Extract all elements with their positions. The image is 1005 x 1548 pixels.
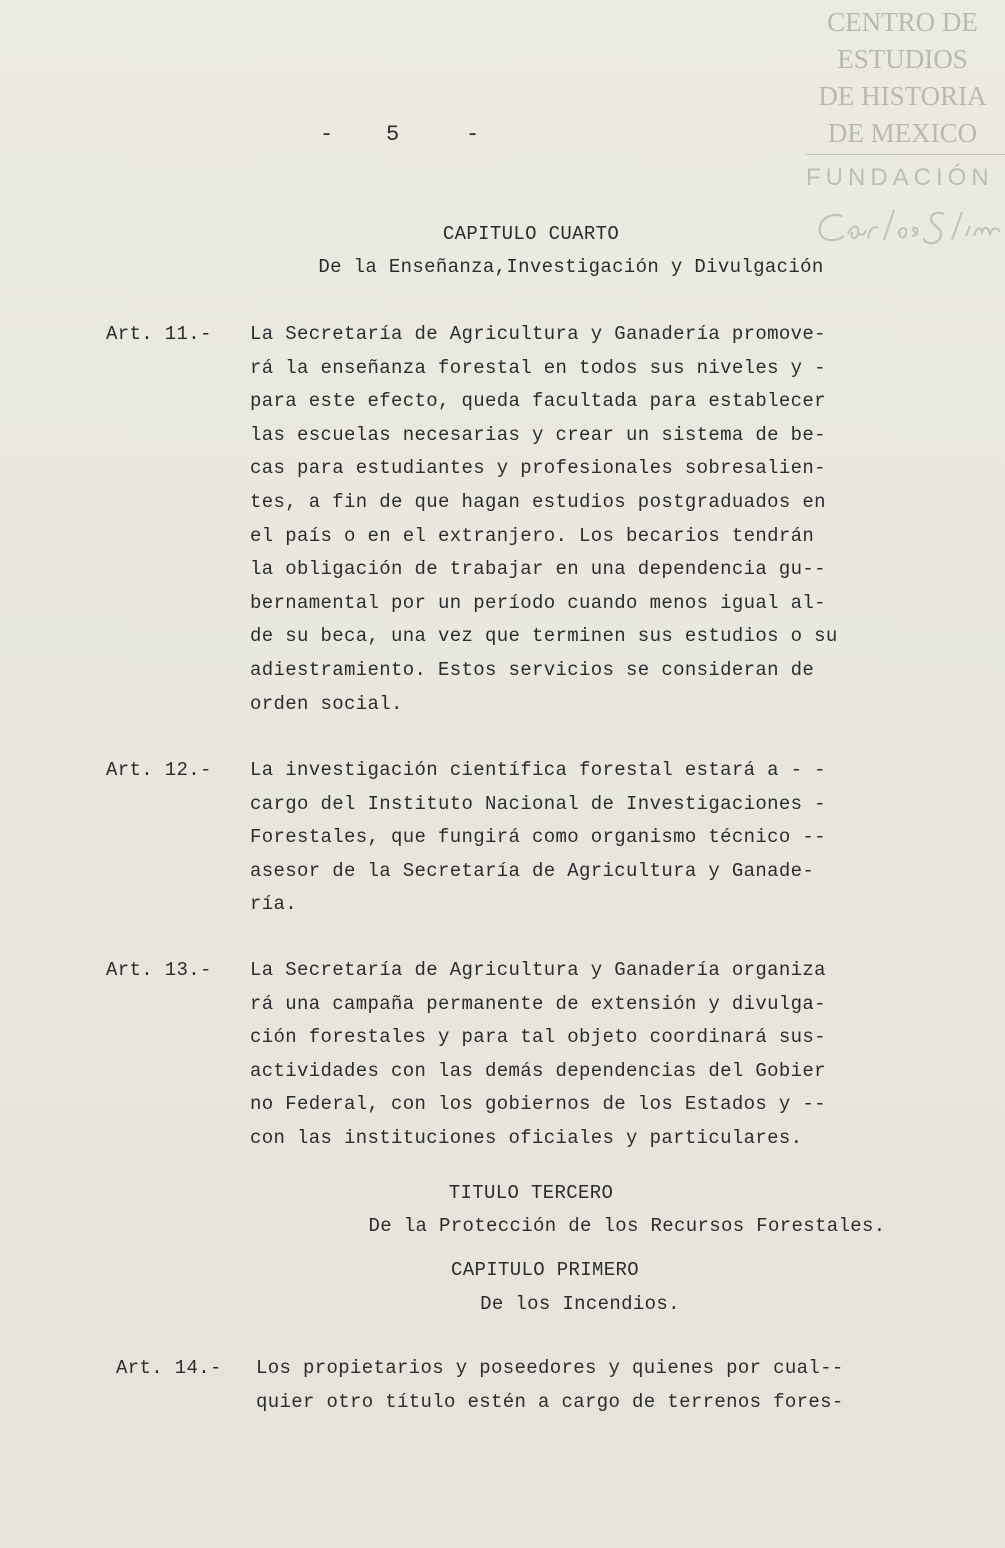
article-line: para este efecto, queda facultada para establecer <box>250 390 826 413</box>
article-line: con las instituciones oficiales y particulares. <box>250 1126 803 1149</box>
article-body <box>250 954 955 1156</box>
article-line: bernamental por un período cuando menos igual al- <box>250 591 826 614</box>
article-label: Art. 14.- <box>116 1357 222 1379</box>
article-line: ción forestales y para tal objeto coordinará sus- <box>250 1026 826 1049</box>
article-body <box>250 754 955 922</box>
page-number-value: 5 <box>386 122 400 147</box>
article-line: La Secretaría de Agricultura y Ganadería promove- <box>250 323 826 345</box>
article-line: rá la enseñanza forestal en todos sus niveles y - <box>250 356 826 379</box>
article-line: adiestramiento. Estos servicios se consideran de <box>250 658 815 681</box>
article-label: Art. 13.- <box>106 959 212 981</box>
article-line: La investigación científica forestal estará a - - <box>250 759 826 781</box>
title-heading: TITULO TERCERO <box>448 1182 614 1204</box>
article-line: tes, a fin de que hagan estudios postgraduados en <box>250 490 826 513</box>
chapter-subtitle: De la Enseñanza,Investigación y Divulgación <box>318 256 824 278</box>
watermark-institution <box>800 4 1005 152</box>
article-line: cargo del Instituto Nacional de Investigaciones - <box>250 792 826 815</box>
watermark-divider <box>806 154 1005 155</box>
article-label: Art. 12.- <box>106 759 212 781</box>
watermark-foundation: FUNDACIÓN <box>806 164 994 191</box>
article-line: la obligación de trabajar en una dependencia gu-- <box>250 558 826 581</box>
title-subtitle: De la Protección de los Recursos Forestales. <box>368 1215 886 1237</box>
article-line: cas para estudiantes y profesionales sobresalien- <box>250 457 826 480</box>
watermark-line: DE HISTORIA <box>818 81 987 111</box>
article-body <box>256 1352 961 1419</box>
article-line: no Federal, con los gobiernos de los Estados y -- <box>250 1093 826 1116</box>
chapter-title: CAPITULO CUARTO <box>442 223 620 245</box>
article-line: las escuelas necesarias y crear un sistema de be- <box>250 423 826 446</box>
page-number <box>320 118 479 152</box>
article-line: Los propietarios y poseedores y quienes por cual-- <box>256 1357 844 1379</box>
article-line: de su beca, una vez que terminen sus estudios o su <box>250 625 838 648</box>
article-line: quier otro título estén a cargo de terrenos fores- <box>256 1390 844 1413</box>
page-number-dash-left: - <box>320 122 334 147</box>
page-number-dash-right: - <box>466 122 480 147</box>
watermark-line: CENTRO DE <box>827 7 978 37</box>
article-line: Forestales, que fungirá como organismo técnico -- <box>250 826 826 849</box>
chapter-subtitle: De los Incendios. <box>480 1293 680 1315</box>
article-line: actividades con las demás dependencias del Gobier <box>250 1059 826 1082</box>
article-body <box>250 318 955 721</box>
article-line: el país o en el extranjero. Los becarios tendrán <box>250 524 815 547</box>
article-line: rá una campaña permanente de extensión y divulga- <box>250 992 826 1015</box>
article-line: ría. <box>250 893 298 916</box>
article-line: orden social. <box>250 692 403 715</box>
watermark-line: DE MEXICO <box>827 118 978 148</box>
article-label: Art. 11.- <box>106 323 212 345</box>
article-line: asesor de la Secretaría de Agricultura y Ganade- <box>250 859 815 882</box>
article-line: La Secretaría de Agricultura y Ganadería organiza <box>250 959 826 981</box>
watermark-line: ESTUDIOS <box>837 44 968 74</box>
chapter-title: CAPITULO PRIMERO <box>450 1259 640 1281</box>
